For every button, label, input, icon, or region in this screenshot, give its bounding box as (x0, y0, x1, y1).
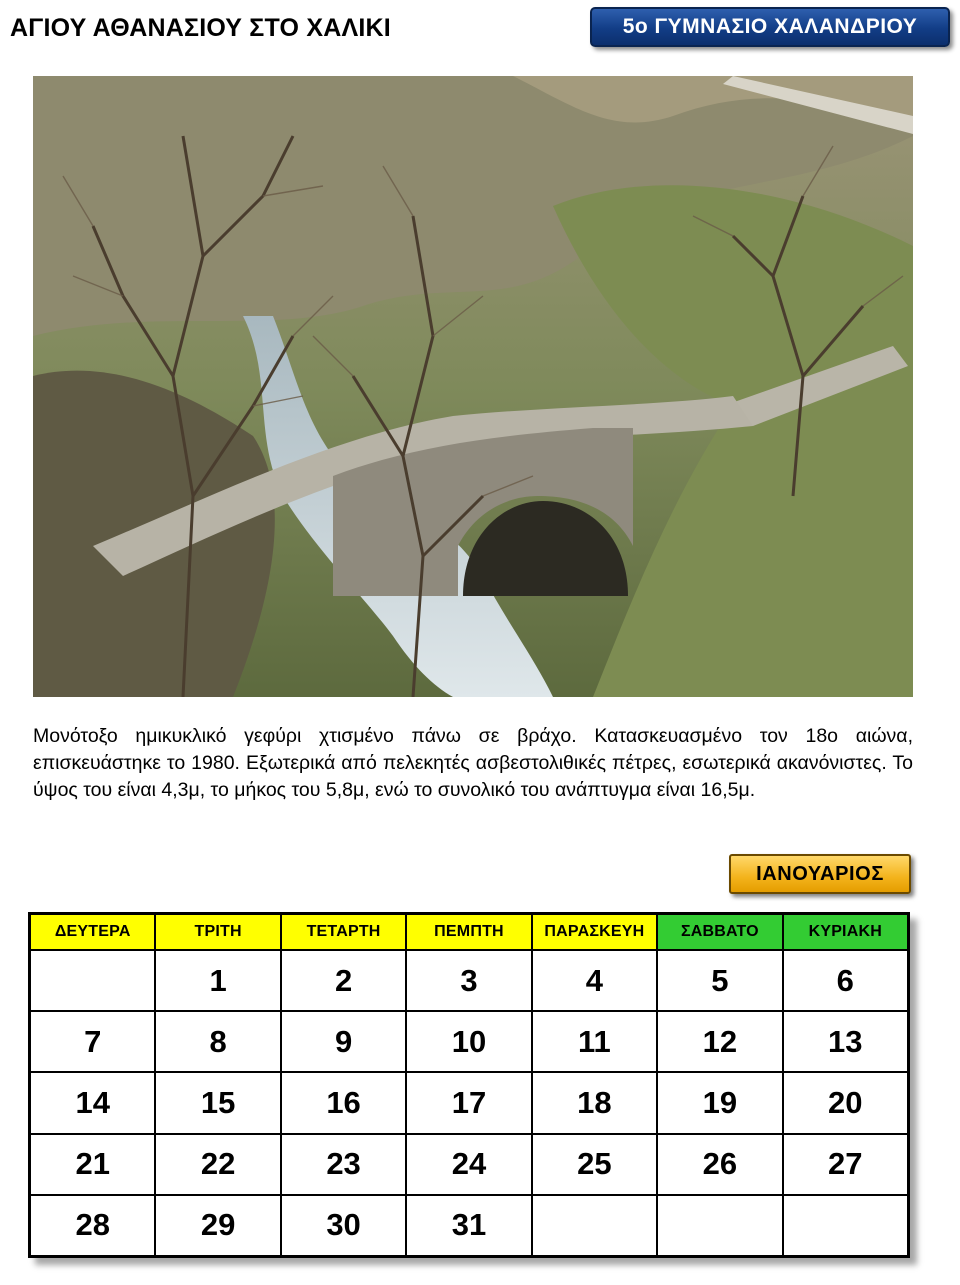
calendar-day: 6 (784, 951, 907, 1010)
day-header-thursday: ΠΕΜΠΤΗ (407, 915, 530, 949)
bridge-description: Μονότοξο ημικυκλικό γεφύρι χτισμένο πάνω σε βράχο. Κατασκευασμένο τον 18ο αιώνα, επισκευάστηκε το 1980. Εξωτερικά από πελεκητές ασβεστολιθικές πέτρες, εσωτερικά ακανόνιστες. Το ύψος του είναι 4,3μ, το μήκος του 5,8μ, ενώ το συνολικό του ανάπτυγμα είναι 16,5μ. (33, 725, 913, 801)
calendar-day: 23 (282, 1135, 405, 1194)
calendar-day (31, 951, 154, 1010)
calendar-day: 2 (282, 951, 405, 1010)
school-badge: 5ο ΓΥΜΝΑΣΙΟ ΧΑΛΑΝΔΡΙΟΥ (590, 7, 950, 47)
day-header-monday: ΔΕΥΤΕΡΑ (31, 915, 154, 949)
day-header-tuesday: ΤΡΙΤΗ (156, 915, 279, 949)
calendar-day: 9 (282, 1012, 405, 1071)
calendar-day (658, 1196, 781, 1255)
calendar-day: 21 (31, 1135, 154, 1194)
calendar-day: 26 (658, 1135, 781, 1194)
calendar-grid (28, 912, 910, 1258)
calendar-day: 17 (407, 1073, 530, 1132)
calendar-day: 28 (31, 1196, 154, 1255)
page-title: ΑΓΙΟΥ ΑΘΑΝΑΣΙΟΥ ΣΤΟ ΧΑΛΙΚΙ (10, 14, 391, 42)
calendar-day: 3 (407, 951, 530, 1010)
calendar-day: 20 (784, 1073, 907, 1132)
calendar-day: 24 (407, 1135, 530, 1194)
calendar-day: 12 (658, 1012, 781, 1071)
calendar-day: 29 (156, 1196, 279, 1255)
calendar-day: 16 (282, 1073, 405, 1132)
calendar-day: 10 (407, 1012, 530, 1071)
day-header-saturday: ΣΑΒΒΑΤΟ (658, 915, 781, 949)
calendar-day (533, 1196, 656, 1255)
calendar-day: 14 (31, 1073, 154, 1132)
bridge-photo (33, 76, 913, 697)
calendar-day: 8 (156, 1012, 279, 1071)
calendar-day: 30 (282, 1196, 405, 1255)
calendar-day: 31 (407, 1196, 530, 1255)
day-header-wednesday: ΤΕΤΑΡΤΗ (282, 915, 405, 949)
calendar-day: 22 (156, 1135, 279, 1194)
month-badge: ΙΑΝΟΥΑΡΙΟΣ (729, 854, 911, 894)
calendar-day: 25 (533, 1135, 656, 1194)
calendar-day: 13 (784, 1012, 907, 1071)
calendar-day: 1 (156, 951, 279, 1010)
calendar-day (784, 1196, 907, 1255)
calendar-day: 11 (533, 1012, 656, 1071)
calendar-day: 27 (784, 1135, 907, 1194)
calendar-day: 18 (533, 1073, 656, 1132)
calendar-day: 5 (658, 951, 781, 1010)
calendar-day: 15 (156, 1073, 279, 1132)
day-header-friday: ΠΑΡΑΣΚΕΥΗ (533, 915, 656, 949)
calendar-day: 4 (533, 951, 656, 1010)
day-header-sunday: ΚΥΡΙΑΚΗ (784, 915, 907, 949)
calendar-day: 7 (31, 1012, 154, 1071)
calendar-day: 19 (658, 1073, 781, 1132)
